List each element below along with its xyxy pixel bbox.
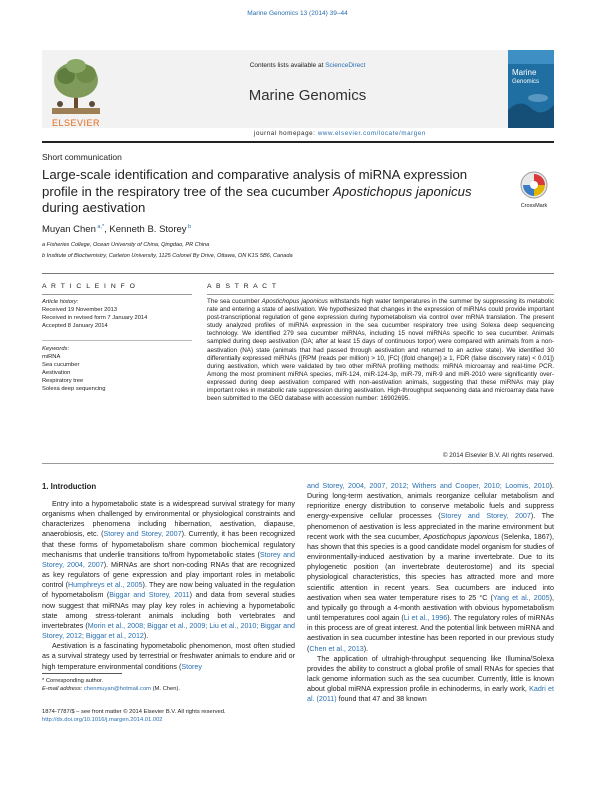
article-type: Short communication	[42, 152, 122, 162]
issn-doi-block	[42, 708, 295, 724]
text-run: Aestivation is a fascinating hypometabolic phenomenon, most often studied as a survival strategy used by terrestrial or freshwater animals to endure arid or high temperature environmental conditions (	[42, 642, 295, 671]
homepage-prefix: journal homepage:	[254, 130, 318, 137]
author-2-name[interactable]: Kenneth B. Storey	[109, 224, 187, 236]
contents-prefix: Contents lists available at	[249, 62, 326, 69]
reference-link[interactable]: Storey and Storey, 2007	[103, 530, 182, 539]
text-run: ). MiRNAs are short non-coding RNAs that are recognized as key regulators of gene expression and play important roles in metabolic control (	[42, 560, 295, 590]
corresponding-author-note: * Corresponding author.	[42, 678, 104, 684]
header-divider	[42, 141, 554, 143]
author-1-affil-mark: a,	[95, 224, 102, 230]
doi-link[interactable]: http://dx.doi.org/10.1016/j.margen.2014.01.002	[42, 717, 163, 723]
text-run: The application of ultrahigh-throughput sequencing like Illumina/Solexa provides the ability to construct a global profile of small RNAs for species that lack genome information such as the sea cucumber. Currently, little is known about global miRNA expression profile in echinoderms, in early work,	[307, 654, 554, 694]
author-2-affil-mark: b	[186, 224, 192, 230]
footnotes	[42, 677, 295, 693]
email-link[interactable]: chenmuyan@hotmail.com	[83, 686, 151, 692]
body-column-right	[307, 481, 554, 704]
email-suffix: (M. Chen).	[151, 686, 180, 692]
elsevier-wordmark: ELSEVIER	[51, 118, 101, 128]
abstract-heading: A B S T R A C T	[207, 283, 278, 290]
text-run: Entry into a hypometabolic state is a widespread survival strategy for many organisms when challenged by environmental or physiological constraints and characterizes phenomena including hibernation, aestivation, diapause, anaerobiosis, etc. (	[42, 500, 295, 539]
crossmark-icon[interactable]	[514, 170, 554, 200]
text-run: found that 47 and 38 known	[336, 695, 427, 704]
reference-link[interactable]: and Storey, 2004, 2007, 2012; Withers and Cooper, 2010; Loomis, 2010	[307, 482, 550, 490]
contents-available-line	[110, 62, 505, 69]
email-note	[42, 685, 295, 693]
reference-link[interactable]: Li et al., 1996	[403, 614, 448, 623]
abstract-species: Apostichopus japonicus	[261, 298, 328, 305]
journal-cover-image	[508, 50, 554, 128]
abstract-end-rule	[42, 463, 554, 464]
keyword-item: Aestivation	[42, 370, 71, 377]
email-label: E-mail address:	[42, 686, 84, 692]
article-info-heading: A R T I C L E I N F O	[42, 283, 137, 290]
text-run: ). The phenomenon of aestivation is less appreciated in the marine environment but recent work with the sea cucumber,	[307, 512, 554, 541]
footnote-rule	[42, 673, 122, 674]
text-run: ), and typically go through a 4-month aestivation with obvious hypometabolism until temperatures cool again (	[307, 593, 554, 623]
title-part-1: Large-scale identification and comparative analysis of miRNA expression profile in the respiratory tree of the sea cucumber	[42, 167, 468, 199]
text-run: ). During long-term aestivation, animals reorganize cellular metabolism and reprioritize energy distribution to conserve metabolic fuels and suppress energy-expensive cellular processes (	[307, 482, 554, 521]
homepage-link[interactable]: www.elsevier.com/locate/margen	[317, 130, 426, 137]
copyright-notice: © 2014 Elsevier B.V. All rights reserved.	[442, 452, 554, 459]
affiliation-divider	[42, 273, 554, 274]
keyword-item: Respiratory tree	[42, 378, 84, 385]
issn-line: 1874-7787/$ – see front matter © 2014 Elsevier B.V. All rights reserved.	[42, 709, 226, 715]
reference-link[interactable]: Kadri et al. (2011)	[307, 685, 554, 704]
reference-link[interactable]: Biggar and Storey, 2011	[109, 591, 190, 600]
keyword-item: miRNA	[42, 354, 61, 361]
title-species: Apostichopus japonicus	[333, 183, 472, 199]
abstract-rule	[207, 294, 554, 295]
abstract-body: withstands high water temperatures in the summer by suppressing its metabolic rate and entering a state of aestivation. We hypothesized that changes in the expression of miRNAs could provide important post-transcriptional regulation of gene expression during hypometabolism via control over mRNA translation. The present study analyzed profiles of miRNA expression in the sea cucumber respiratory tree using Solexa deep sequencing technology. We identified 279 sea cucumber miRNAs, including 15 novel miRNAs specific to sea cucumber. Animals sampled during deep aestivation (DA; after at least 15 days of continuous torpor) were compared with animals from a non-aestivation (NA) state (animals that had passed through aestivation and returned to an active state). We identified 30 differentially expressed miRNAs ([RPM (reads per million) > 10, |FC| (|fold change|) ≥ 1, FDR (false discovery rate) < 0.01]) during aestivation, which were validated by two other miRNA profiling methods: miRNA microarray and real-time PCR. Among the most prominent miRNA species, miR-124, miR-124-3p, miR-79, miR-9 and miR-2010 were significantly over-expressed during deep aestivation compared with non-aestivation animals, suggesting that these miRNAs may play important roles in metabolic rate suppression during aestivation. High-throughput sequencing data and microarray data have been submitted to the GEO database with accession number: 16902695.	[207, 298, 554, 403]
intro-paragraph-1	[42, 499, 295, 641]
intro-paragraph-3	[307, 654, 554, 705]
species-name: Apostichopus japonicus	[423, 532, 499, 541]
text-run: ) and data from several studies now suggest that miRNAs may play key roles in achieving a hypometabolic state among stress-tolerant animals including both vertebrates and invertebrates (	[42, 591, 295, 630]
reference-link[interactable]: Morin et al., 2008; Biggar et al., 2009; Liu et al., 2010; Biggar and Storey, 2012; Biggar et al., 2012	[42, 621, 296, 641]
article-history	[42, 298, 192, 330]
cover-title: Marine	[512, 68, 537, 77]
text-run: ). Currently, it has been recognized that these forms of hypometabolism share common biochemical regulatory mechanisms that underlie transitions to/from hypometabolic states (	[42, 530, 295, 559]
reference-link[interactable]: Storey	[181, 662, 202, 671]
author-list	[42, 224, 191, 235]
text-run: ). They are now being valuated in the regulation of hypometabolism (	[42, 581, 295, 600]
affiliation-b: b Institute of Biochemistry, Carleton University, 1125 Colonel By Drive, Ottawa, ON K1S 5B6, Canada	[42, 253, 293, 259]
elsevier-tree-logo	[44, 52, 108, 124]
article-title	[42, 167, 482, 217]
text-run: ).	[363, 644, 369, 653]
reference-link[interactable]: Storey and Storey, 2007	[440, 512, 531, 521]
introduction-heading: 1. Introduction	[42, 482, 97, 491]
affiliation-a: a Fisheries College, Ocean University of China, Qingdao, PR China	[42, 242, 210, 248]
history-label: Article history:	[42, 299, 79, 305]
keyword-item: Solexa deep sequencing	[42, 386, 106, 393]
journal-homepage-line	[175, 130, 505, 137]
crossmark-label: CrossMark	[520, 203, 548, 209]
text-run: ).	[143, 632, 149, 641]
sciencedirect-link[interactable]: ScienceDirect	[325, 62, 366, 69]
keywords-rule	[42, 340, 192, 341]
body-column-left	[42, 499, 295, 672]
received-date: Received 19 November 2013	[42, 307, 118, 314]
keywords-block	[42, 345, 192, 394]
accepted-date: Accepted 8 January 2014	[42, 323, 108, 330]
revised-date: Received in revised form 7 January 2014	[42, 315, 148, 322]
author-separator: ,	[104, 224, 110, 236]
corresponding-star[interactable]: *	[102, 224, 105, 230]
reference-link[interactable]: Humphreys et al., 2005	[68, 581, 143, 590]
abstract-start: The sea cucumber	[207, 298, 262, 305]
reference-link[interactable]: Storey and Storey, 2004, 2007	[42, 550, 295, 569]
title-part-2: during aestivation	[42, 200, 146, 215]
abstract-text	[207, 298, 554, 403]
intro-paragraph-2-cont	[307, 481, 554, 654]
journal-citation[interactable]: Marine Genomics 13 (2014) 39–44	[247, 10, 348, 17]
keywords-label: Keywords:	[42, 346, 70, 352]
text-run: (Selenka, 1867), has shown that this species is a good candidate model organism for studies of environmentally-induced aestivation by a marine invertebrate. Due to its phylogenetic position (an invertebrate deuterostome) and its special physiological characteristics, this species has attracted more and more scientific attention in recent years. Sea cucumbers are induced into aestivation when sea water temperature rises to 25 °C (	[307, 532, 554, 602]
journal-name: Marine Genomics	[248, 87, 367, 104]
keyword-item: Sea cucumber	[42, 362, 80, 369]
cover-subtitle: Genomics	[512, 79, 540, 85]
text-run: ). The regulatory roles of miRNAs in this process are of great interest. And the potential link between miRNA and aestivation in sea cucumber intestine has been reported in our previous study (	[307, 614, 554, 653]
article-info-rule	[42, 294, 192, 295]
author-1-name[interactable]: Muyan Chen	[42, 224, 96, 236]
reference-link[interactable]: Yang et al., 2005	[492, 593, 550, 602]
intro-paragraph-2	[42, 641, 295, 671]
reference-link[interactable]: Chen et al., 2013	[309, 644, 364, 653]
